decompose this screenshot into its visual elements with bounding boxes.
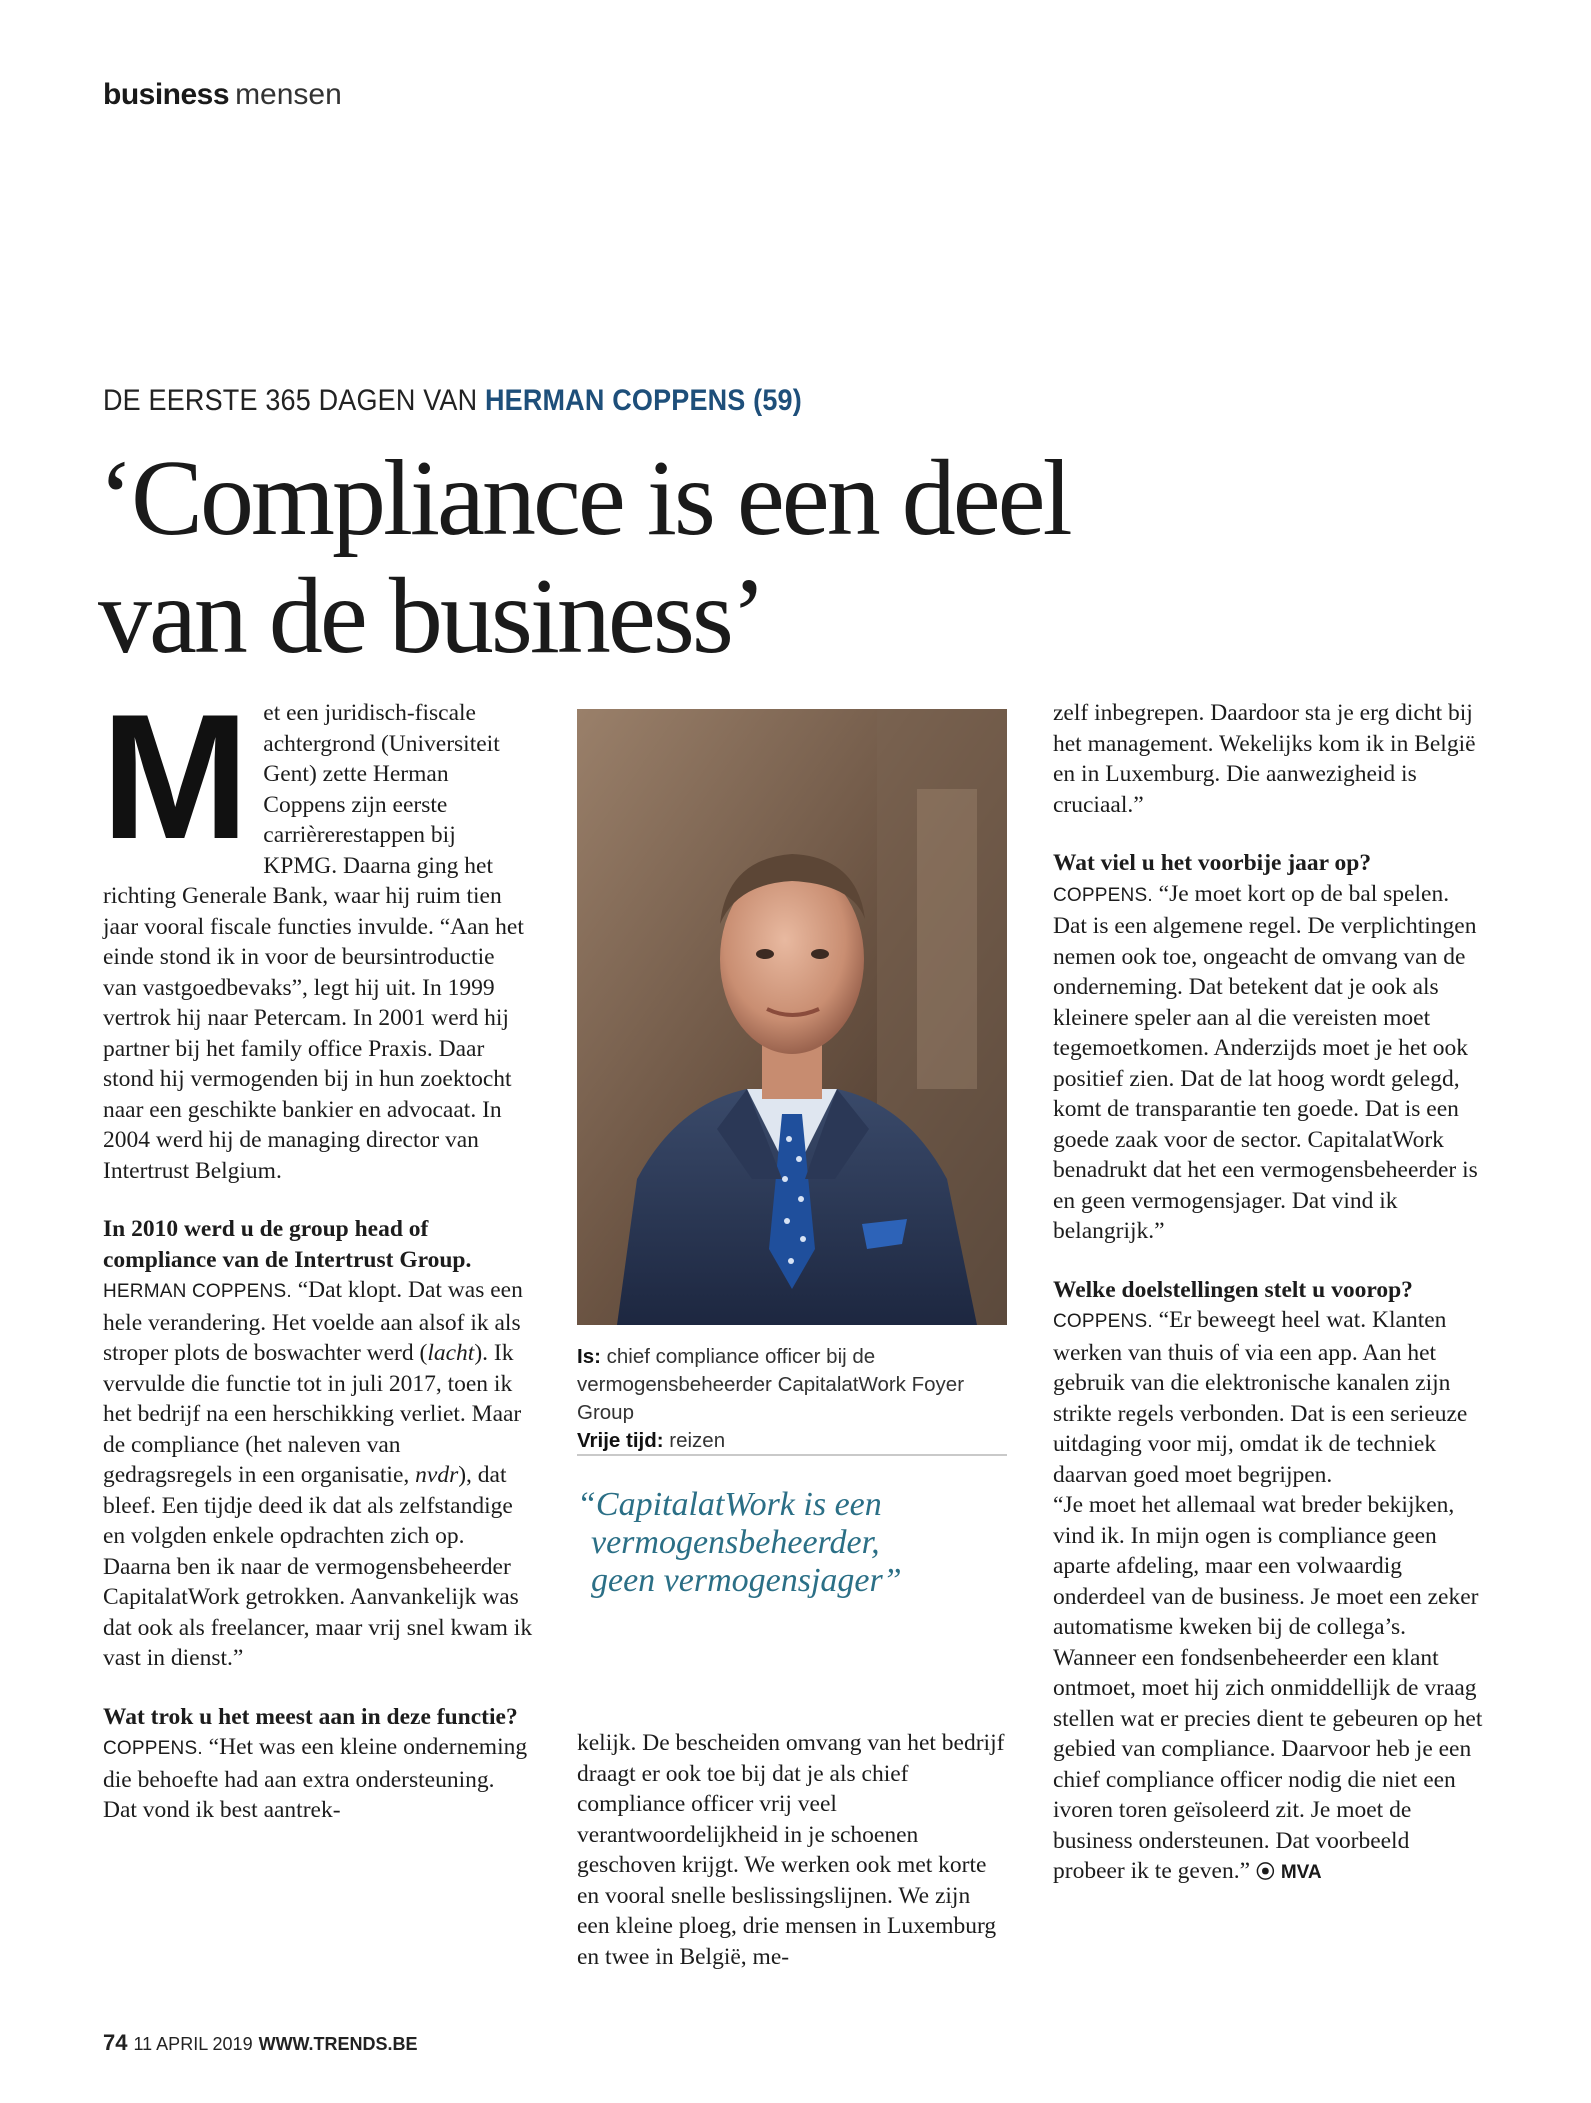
question-1: In 2010 werd u de group head of compliance van de Intertrust Group. — [103, 1216, 472, 1273]
section-main: business — [103, 78, 230, 111]
kicker-prefix: DE EERSTE 365 DAGEN VAN — [103, 384, 485, 417]
pull-quote — [577, 1486, 1007, 1600]
answer-1-italic-a: lacht — [427, 1340, 475, 1366]
portrait-photo — [577, 709, 1007, 1325]
caption-free-time — [577, 1427, 1007, 1455]
answer-2-text: “Het was een kleine onderneming die behoefte had aan extra ondersteuning. Dat vond ik best aantrek- — [103, 1734, 528, 1823]
pull-quote-line-1: “CapitalatWork is een — [577, 1486, 882, 1523]
end-mark-icon: ⦿ — [1255, 1862, 1275, 1883]
answer-1-text-c: ), dat bleef. Een tijdje deed ik dat als zelfstandige en volgden enkele opdrachten zich op. Daarna ben ik naar de vermogensbeheerder CapitalatWork getrokken. Aanvankelijk was dat ook als freelancer, maar vrij snel kwam ik vast in dienst.” — [103, 1462, 533, 1671]
page-number: 74 — [103, 2030, 128, 2055]
answer-4-speaker: COPPENS. — [1053, 1311, 1153, 1332]
answer-2 — [103, 1732, 533, 1826]
section-sub: mensen — [235, 78, 342, 111]
caption-is-label: Is: — [577, 1345, 601, 1368]
drop-cap: M — [101, 677, 250, 876]
article-kicker — [103, 384, 802, 418]
column-2-continuation: kelijk. De bescheiden omvang van het bedrijf draagt er ook toe bij dat je als chief compliance officer vrij veel verantwoordelijkheid in je schoenen geschoven krijgt. We werken ook met korte en vooral snelle beslissingslijnen. We zijn een kleine ploeg, drie mensen in Luxemburg en twee in België, me- — [577, 1730, 1005, 1970]
question-4: Welke doelstellingen stelt u voorop? — [1053, 1276, 1413, 1303]
answer-4-text: “Er beweegt heel wat. Klanten werken van thuis of via een app. Aan het gebruik van die elektronische kanalen zijn strikte regels verbonden. Dat is een serieuze uitdaging voor mij, omdat ik de techniek daarvan goed moet begrijpen. — [1053, 1307, 1468, 1488]
headline — [98, 440, 1298, 676]
answer-1-italic-b: nvdr — [415, 1462, 459, 1488]
portrait-illustration — [577, 709, 1007, 1325]
caption-divider — [577, 1454, 1007, 1456]
answer-2-speaker: COPPENS. — [103, 1738, 203, 1759]
question-2: Wat trok u het meest aan in deze functie? — [103, 1703, 518, 1730]
answer-1 — [103, 1275, 533, 1674]
section-header — [103, 78, 342, 112]
column-2-text — [577, 1728, 1007, 1972]
answer-1-text-a: “Dat klopt. Dat was een hele verandering. Het voelde aan alsof ik als stroper plots de boswachter werd ( — [103, 1277, 523, 1366]
answer-4-continued — [1053, 1490, 1485, 1889]
pull-quote-line-2: vermogensbeheerder, — [591, 1524, 880, 1561]
answer-4 — [1053, 1305, 1485, 1490]
page-footer — [103, 2030, 418, 2056]
column-3 — [1053, 698, 1485, 1889]
byline: MVA — [1280, 1862, 1322, 1883]
answer-3-text: “Je moet kort op de bal spelen. Dat is een algemene regel. De verplichtingen nemen ook toe, ongeacht de omvang van de onderneming. Dat betekent dat je ook als kleinere speler aan al die vereisten moet tegemoetkomen. Anderzijds moet je het ook positief zien. Dat de lat hoog wordt gelegd, komt de transparantie ten goede. Dat is een goede zaak voor de sector. CapitalatWork benadrukt dat het een vermogensbeheerder is en geen vermogensjager. Dat vind ik belangrijk.” — [1053, 880, 1478, 1244]
answer-4-text-2: “Je moet het allemaal wat breder bekijken, vind ik. In mijn ogen is compliance geen aparte afdeling, maar een volwaardig onderdeel van de business. Je moet een zeker automatisme kweken bij de collega’s. Wanneer een fondsenbeheerder een klant ontmoet, moet hij zich onmiddellijk de vraag stellen wat er precies dient te gebeuren op het gebied van compliance. Daarvoor heb je een chief compliance officer nodig die niet een ivoren toren geïsoleerd zit. Je moet de business ondersteunen. Dat voorbeeld probeer ik te geven.” — [1053, 1492, 1483, 1884]
caption-free-text: reizen — [663, 1429, 726, 1452]
column-1 — [101, 677, 533, 1826]
intro-paragraph: et een juridisch-fiscale achtergrond (Universiteit Gent) zette Herman Coppens zijn eerste carrièrerestappen bij KPMG. Daarna ging het richting Generale Bank, waar hij ruim tien jaar vooral fiscale functies invulde. “Aan het einde stond ik in voor de beursintroductie van vastgoedbevaks”, legt hij uit. In 1999 vertrok hij naar Petercam. In 2001 werd hij partner bij het family office Praxis. Daar stond hij vermogenden bij in hun zoektocht naar een geschikte bankier en advocaat. In 2004 werd hij de managing director van Intertrust Belgium. — [103, 700, 524, 1184]
column-3-continuation: zelf inbegrepen. Daardoor sta je erg dicht bij het management. Wekelijks kom ik in België en in Luxemburg. Die aanwezigheid is cruciaal.” — [1053, 700, 1476, 818]
photo-caption — [577, 1343, 1007, 1455]
caption-free-label: Vrije tijd: — [577, 1429, 664, 1452]
answer-3-speaker: COPPENS. — [1053, 884, 1153, 906]
website: WWW.TRENDS.BE — [258, 2034, 418, 2054]
issue-date: 11 APRIL 2019 — [133, 2034, 253, 2054]
answer-1-speaker: HERMAN COPPENS. — [103, 1281, 292, 1302]
headline-line-1: ‘Compliance is een deel — [98, 439, 1070, 558]
answer-3 — [1053, 879, 1485, 1247]
kicker-name: HERMAN COPPENS (59) — [484, 384, 802, 417]
caption-is-text: chief compliance officer bij de vermogensbeheerder CapitalatWork Foyer Group — [577, 1345, 965, 1424]
caption-role — [577, 1343, 1007, 1427]
answer-1-text-b: ). Ik vervulde die functie tot in juli 2017, toen ik het bedrijf na een herschikking verliet. Maar de compliance (het naleven van gedragsregels in een organisatie, — [103, 1340, 522, 1488]
headline-line-2: van de business’ — [98, 557, 764, 676]
pull-quote-line-3: geen vermogensjager” — [591, 1562, 902, 1599]
question-3: Wat viel u het voorbije jaar op? — [1053, 850, 1372, 876]
